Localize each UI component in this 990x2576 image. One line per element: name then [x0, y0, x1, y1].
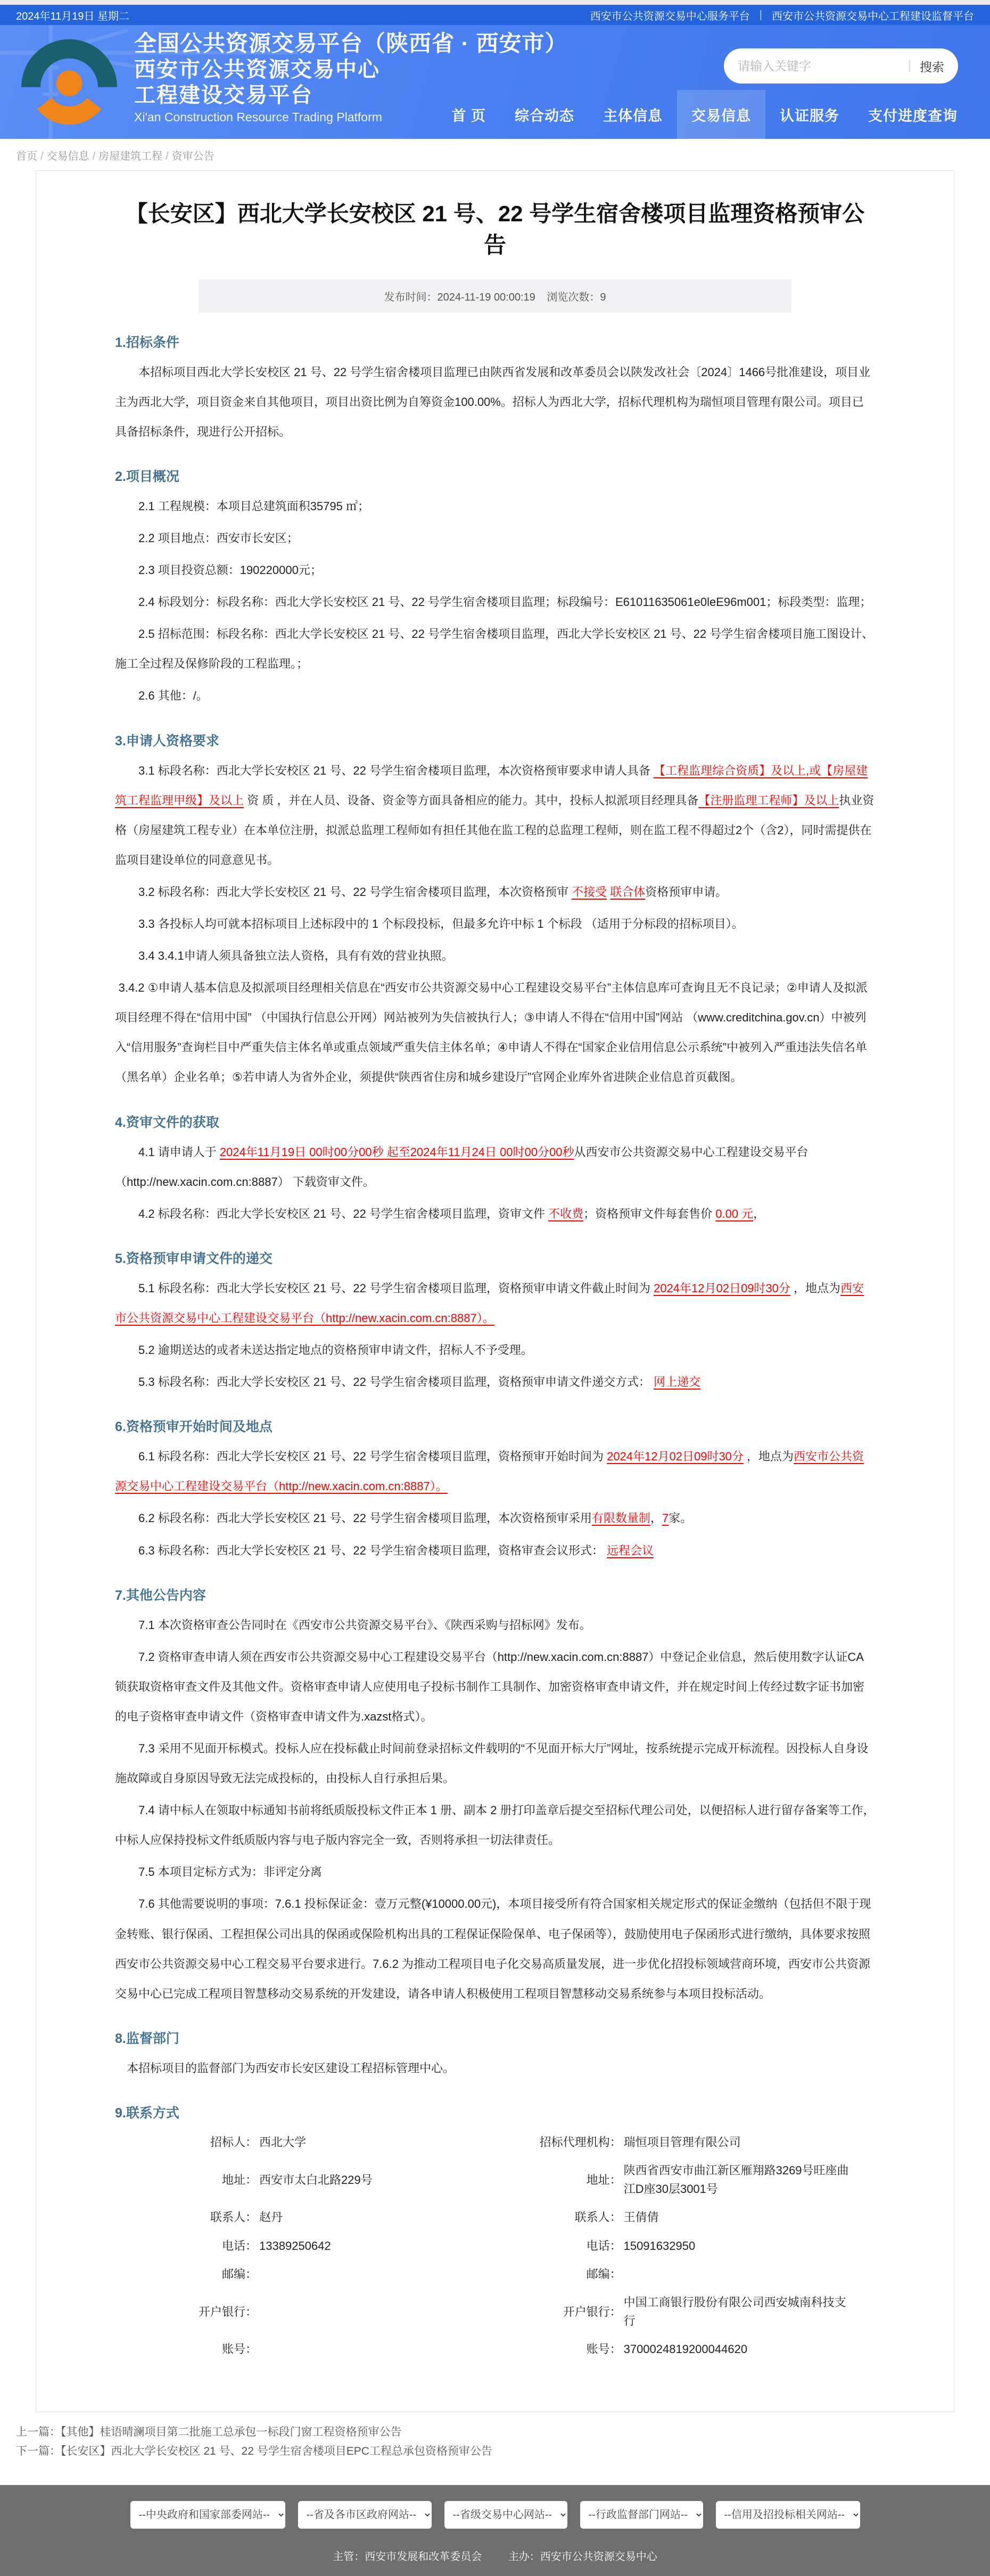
red-highlight: 西安市公共资源交易中心工程建设交易平台（http://new.xacin.com.cn:8887）。	[115, 1281, 864, 1325]
footer-organizer: 主办：西安市公共资源交易中心	[508, 2551, 657, 2563]
text-run: 2.2 项目地点：西安市长安区；	[138, 531, 299, 545]
red-highlight: 2024年12月02日09时30分	[607, 1450, 744, 1464]
red-highlight: 0.00 元	[715, 1207, 754, 1220]
search-divider: |	[908, 59, 911, 73]
contact-value: 赵丹	[259, 2211, 283, 2224]
text-run: 资 质 ，并在人员、设备、资金等方面具备相应的能力。其中，投标人拟派项目经理具备	[244, 793, 699, 807]
paragraph	[115, 492, 875, 521]
text-run: 3.2 标段名称：西北大学长安校区 21 号、22 号学生宿舍楼项目监理，本次资格预审	[138, 885, 572, 899]
topbar-divider: |	[759, 9, 762, 21]
text-run: ；资格预审文件每套售价	[583, 1207, 716, 1220]
red-highlight: 不接受	[572, 885, 607, 899]
article-card-inner	[36, 171, 954, 2412]
text-run: 7.5 本项目定标方式为：非评定分离	[138, 1865, 322, 1879]
footer-supervisor: 主管：西安市发展和改革委员会	[333, 2551, 482, 2563]
red-highlight: 【工程监理综合资质】及以上,或【房屋建筑工程监理甲级】及以上	[115, 763, 868, 807]
text-run: 2.4 标段划分：标段名称：西北大学长安校区 21 号、22 号学生宿舍楼项目监理；标段编号：E61011635061e0leE96m001；标段类型：监理；	[138, 595, 872, 609]
contact-row	[138, 2335, 852, 2363]
section-heading: 2.项目概况	[115, 469, 179, 484]
text-run: ，	[753, 1207, 765, 1220]
paragraph	[115, 1199, 875, 1229]
paragraph	[115, 1536, 875, 1566]
contact-label: 招标代理机构：	[539, 2135, 622, 2149]
text-run: 3.3 各投标人均可就本招标项目上述标段中的 1 个标段投标，但最多允许中标 1 个标段 （适用于分标段的招标项目）。	[138, 917, 744, 930]
contact-row	[138, 2156, 852, 2203]
text-run: 7.1 本次资格审查公告同时在《西安市公共资源交易平台》、《陕西采购与招标网》发布。	[138, 1618, 591, 1632]
footer-select-province-city-gov[interactable]	[298, 2501, 432, 2529]
paragraph	[115, 1796, 875, 1855]
paragraph	[115, 1610, 875, 1640]
article-body	[115, 332, 875, 2364]
breadcrumb-separator: /	[166, 151, 169, 162]
contact-value: 瑞恒项目管理有限公司	[623, 2135, 741, 2149]
text-run: 2.5 招标范围：标段名称：西北大学长安校区 21 号、22 号学生宿舍楼项目监理，西北大学长安校区 21 号、22 号学生宿舍楼项目施工图设计、施工全过程及保修阶段的工程监理。；	[115, 627, 874, 671]
article-card	[36, 170, 954, 2412]
section-heading: 8.监督部门	[115, 2031, 179, 2046]
text-run: 3.4 3.4.1申请人须具备独立法人资格，具有有效的营业执照。	[138, 949, 453, 963]
red-highlight: 有限数量制	[591, 1511, 650, 1525]
section-heading: 6.资格预审开始时间及地点	[115, 1419, 273, 1435]
paragraph	[115, 2054, 875, 2083]
red-highlight: 2024年11月19日 00时00分00秒 起至2024年11月24日 00时00分00秒	[219, 1145, 574, 1159]
contact-label: 地址：	[222, 2173, 258, 2187]
contact-label: 邮编：	[586, 2267, 622, 2281]
text-run: ，	[650, 1511, 663, 1525]
text-run: 本招标项目的监督部门为西安市长安区建设工程招标管理中心。	[127, 2061, 455, 2075]
section-heading: 7.其他公告内容	[115, 1588, 206, 1603]
text-run: 7.2 资格审查申请人须在西安市公共资源交易中心工程建设交易平台（http://new.xacin.com.cn:8887）中登记企业信息，然后使用数字认证CA锁获取资格审查文件及其他文件。资格审查申请人应使用电子投标书制作工具制作、加密资格审查申请文件，并在规定时间上传经过数字证书加密的电子资格审查申请文件（资格审查申请文件为.xazst格式）。	[115, 1650, 865, 1723]
site-subtitle-en: Xi'an Construction Resource Trading Platform	[134, 110, 382, 124]
nav-item-trade-info[interactable]: 交易信息	[677, 90, 765, 139]
footer-select-central-gov[interactable]	[130, 2501, 285, 2529]
breadcrumb-item[interactable]: 交易信息	[46, 151, 89, 162]
section-heading: 9.联系方式	[115, 2105, 179, 2121]
text-run: 资格预审申请。	[645, 885, 728, 899]
footer-credits	[0, 2548, 990, 2563]
red-highlight: 不收费	[548, 1207, 584, 1220]
text-run: 3.1 标段名称：西北大学长安校区 21 号、22 号学生宿舍楼项目监理，本次资格预审要求申请人具备	[138, 763, 654, 777]
topbar-date: 2024年11月19日 星期二	[16, 10, 130, 22]
nav-item-news[interactable]: 综合动态	[515, 107, 574, 124]
contact-value	[624, 2260, 853, 2288]
text-run: 7.3 采用不见面开标模式。投标人应在投标截止时间前登录招标文件载明的“不见面开标大厅”网址，按系统提示完成开标流程。因投标人自身设施故障或自身原因导致无法完成投标的，由投标人自行承担后果。	[115, 1741, 869, 1785]
contact-value: 3700024819200044620	[623, 2342, 748, 2356]
text-run: 4.1 请申请人于	[138, 1145, 220, 1159]
paragraph	[115, 756, 875, 875]
text-run: 2.1 工程规模：本项目总建筑面积35795 ㎡；	[138, 499, 369, 513]
topbar-link-service-platform[interactable]: 西安市公共资源交易中心服务平台	[590, 10, 750, 22]
contact-label: 邮编：	[222, 2267, 258, 2281]
breadcrumb-item[interactable]: 房屋建筑工程	[98, 151, 163, 162]
text-run: 4.2 标段名称：西北大学长安校区 21 号、22 号学生宿舍楼项目监理，资审文件	[138, 1207, 549, 1220]
pager	[16, 2423, 990, 2462]
footer-select-province-trade-center[interactable]	[444, 2501, 567, 2529]
contact-value	[259, 2335, 495, 2363]
paragraph	[115, 1503, 875, 1533]
contact-value: 15091632950	[623, 2239, 696, 2253]
red-highlight: 【注册监理工程师】及以上	[698, 793, 839, 807]
contact-row	[138, 2260, 852, 2288]
contact-label: 账号：	[586, 2342, 622, 2356]
breadcrumb-separator: /	[40, 151, 44, 162]
contact-value: 中国工商银行股份有限公司西安城南科技支行	[623, 2296, 846, 2328]
section-heading: 4.资审文件的获取	[115, 1115, 219, 1130]
nav-item-subject-info[interactable]: 主体信息	[603, 107, 663, 124]
main-nav	[437, 90, 972, 139]
search-box	[724, 48, 958, 84]
breadcrumb-item[interactable]: 首页	[16, 151, 37, 162]
text-run: 从西安市公共资源交易中心工程建设交易平台（http://new.xacin.com.cn:8887） 下载资审文件。	[115, 1145, 808, 1189]
text-run: 执业资格（房屋建筑工程专业）在本单位注册，拟派总监理工程师如有担任其他在监工程的总监理工程师，则在监工程不得超过2个（含2），同时需提供在监项目建设单位的同意意见书。	[115, 793, 874, 867]
page-title: 【长安区】西北大学长安校区 21 号、22 号学生宿舍楼项目监理资格预审公告	[125, 201, 865, 257]
contact-value: 西安市太白北路229号	[259, 2173, 373, 2187]
text-run: 5.1 标段名称：西北大学长安校区 21 号、22 号学生宿舍楼项目监理，资格预审申请文件截止时间为	[138, 1281, 654, 1295]
site-title-line2: 西安市公共资源交易中心	[134, 58, 380, 82]
contact-value: 陕西省西安市曲江新区雁翔路3269号旺座曲江D座30层3001号	[623, 2164, 849, 2196]
contact-table	[138, 2128, 852, 2364]
paragraph	[115, 1442, 875, 1501]
contact-label: 联系人：	[574, 2211, 622, 2224]
contact-value: 王倩倩	[623, 2211, 659, 2224]
paragraph	[115, 358, 875, 447]
text-run: ，地点为	[790, 1281, 841, 1295]
site-logo	[21, 34, 117, 129]
meta-bar	[199, 279, 791, 313]
contact-row	[138, 2128, 852, 2156]
contact-row	[138, 2288, 852, 2335]
contact-label: 联系人：	[210, 2211, 258, 2224]
site-title-line1: 全国公共资源交易平台（陕西省 · 西安市）	[134, 31, 568, 56]
site-header	[0, 25, 990, 139]
text-run: 2.3 项目投资总额：190220000元；	[138, 563, 322, 577]
paragraph	[115, 523, 875, 553]
search-button[interactable]: 搜索	[920, 57, 944, 75]
contact-label: 电话：	[586, 2239, 622, 2253]
text-run: 6.1 标段名称：西北大学长安校区 21 号、22 号学生宿舍楼项目监理，资格预审开始时间为	[138, 1450, 607, 1464]
text-run: 7.4 请中标人在领取中标通知书前将纸质版投标文件正本 1 册、副本 2 册打印盖章后提交至招标代理公司处，以便招标人进行留存备案等工作，中标人应保持投标文件纸质版内容与电子版内容完全一致，否则将承担一切法律责任。	[115, 1804, 875, 1847]
site-title-line3: 工程建设交易平台	[134, 84, 313, 107]
paragraph	[115, 1335, 875, 1365]
footer-selects	[0, 2501, 990, 2529]
paragraph	[115, 1274, 875, 1333]
contact-label: 开户银行：	[563, 2305, 622, 2319]
paragraph	[115, 1367, 875, 1397]
red-highlight: 7	[662, 1511, 669, 1525]
text-run: 6.2 标段名称：西北大学长安校区 21 号、22 号学生宿舍楼项目监理，本次资格预审采用	[138, 1511, 592, 1525]
topbar	[0, 5, 990, 25]
red-highlight: 网上递交	[654, 1375, 701, 1389]
view-count: 浏览次数：9	[547, 291, 606, 303]
paragraph	[115, 973, 875, 1092]
red-highlight: 联合体	[610, 885, 646, 899]
prev-article-link[interactable]: 上一篇：【其他】桂语晴澜项目第二批施工总承包一标段门窗工程资格预审公告	[16, 2425, 402, 2438]
topbar-links	[590, 7, 974, 23]
topbar-link-supervision-platform[interactable]: 西安市公共资源交易中心工程建设监督平台	[772, 10, 974, 22]
footer-select-admin-supervision[interactable]	[580, 2501, 703, 2529]
text-run: 5.3 标段名称：西北大学长安校区 21 号、22 号学生宿舍楼项目监理，资格预审申请文件递交方式：	[138, 1375, 654, 1389]
text-run: 家。	[669, 1511, 692, 1525]
text-run: 3.4.2 ①申请人基本信息及拟派项目经理相关信息在“西安市公共资源交易中心工程建设交易平台”主体信息库可查询且无不良记录；②申请人及拟派项目经理不得在“信用中国” （中国执行信息公开网）网站被列为失信被执行人；③申请人不得在“信用中国”网站 （www.creditchina.gov.cn）中被列入“信用服务”查询栏目中严重失信主体名单或重点领域严重失信主体名单；④申请人不得在“国家企业信用信息公示系统”中被列入严重违法失信名单（黑名单）企业名单；⑤若申请人为省外企业，须提供“陕西省住房和城乡建设厅”官网企业库外省进陕企业信息首页截图。	[115, 981, 868, 1084]
page-footer	[0, 2485, 990, 2576]
section-heading: 1.招标条件	[115, 335, 179, 350]
paragraph	[115, 1857, 875, 1887]
contact-value	[259, 2260, 495, 2288]
red-highlight: 西安市公共资源交易中心工程建设交易平台（http://new.xacin.com.cn:8887）。	[115, 1450, 864, 1493]
contact-label: 账号：	[222, 2342, 258, 2356]
contact-label: 招标人：	[210, 2135, 258, 2149]
contact-label: 开户银行：	[199, 2305, 258, 2319]
text-run: 2.6 其他：/。	[138, 689, 208, 703]
contact-value: 13389250642	[259, 2239, 331, 2253]
contact-value	[259, 2288, 495, 2335]
contact-label: 地址：	[586, 2173, 622, 2187]
search-input[interactable]	[738, 59, 904, 73]
contact-value: 西北大学	[259, 2135, 307, 2149]
paragraph	[115, 1137, 875, 1197]
paragraph	[115, 587, 875, 617]
contact-row	[138, 2203, 852, 2231]
text-run: 5.2 逾期送达的或者未送达指定地点的资格预审申请文件，招标人不予受理。	[138, 1343, 533, 1357]
footer-select-credit-bidding[interactable]	[716, 2501, 860, 2529]
publish-time: 发布时间：2024-11-19 00:00:19	[384, 291, 535, 303]
breadcrumb	[0, 139, 990, 169]
paragraph	[115, 1889, 875, 2008]
paragraph	[115, 555, 875, 585]
red-highlight: 远程会议	[607, 1543, 654, 1557]
nav-item-payment-progress[interactable]: 支付进度查询	[868, 107, 958, 124]
text-run: 本招标项目西北大学长安校区 21 号、22 号学生宿舍楼项目监理已由陕西省发展和改革委员会以陕发改社会〔2024〕1466号批准建设，项目业主为西北大学，项目资金来自其他项目，项目出资比例为自筹资金100.00%。招标人为西北大学，招标代理机构为瑞恒项目管理有限公司。项目已具备招标条件，现进行公开招标。	[115, 365, 871, 438]
contact-row	[138, 2232, 852, 2260]
text-run: ，地点为	[743, 1450, 794, 1464]
paragraph	[115, 681, 875, 711]
paragraph	[115, 619, 875, 679]
red-highlight: 2024年12月02日09时30分	[654, 1281, 790, 1295]
text-run: 6.3 标段名称：西北大学长安校区 21 号、22 号学生宿舍楼项目监理，资格审查会议形式：	[138, 1543, 607, 1557]
next-article-link[interactable]: 下一篇：【长安区】西北大学长安校区 21 号、22 号学生宿舍楼项目EPC工程总承包资格预审公告	[16, 2445, 492, 2458]
top-strip	[0, 0, 990, 5]
nav-item-home[interactable]: 首 页	[451, 107, 486, 124]
nav-item-certification[interactable]: 认证服务	[780, 107, 839, 124]
breadcrumb-separator: /	[92, 151, 96, 162]
section-heading: 3.申请人资格要求	[115, 733, 219, 749]
paragraph	[115, 877, 875, 907]
paragraph	[115, 941, 875, 971]
paragraph	[115, 1642, 875, 1732]
section-heading: 5.资格预审申请文件的递交	[115, 1251, 273, 1266]
text-run: 7.6 其他需要说明的事项：7.6.1 投标保证金：壹万元整(¥10000.00元)，本项目接受所有符合国家相关规定形式的保证金缴纳（包括但不限于现金转账、银行保函、工程担保公司出具的保函或保险机构出具的工程保证保险保单、电子保函等），鼓励使用电子保函形式进行缴纳，具体要求按照西安市公共资源交易中心工程交易平台要求进行。7.6.2 为推动工程项目电子化交易高质量发展，进一步优化招投标领域营商环境，西安市公共资源交易中心已完成工程项目智慧移动交易系统的开发建设，请各申请人积极使用工程项目智慧移动交易系统参与本项目投标活动。	[115, 1897, 871, 2000]
paragraph	[115, 909, 875, 939]
breadcrumb-item[interactable]: 资审公告	[171, 151, 214, 162]
contact-label: 电话：	[222, 2239, 258, 2253]
paragraph	[115, 1734, 875, 1793]
